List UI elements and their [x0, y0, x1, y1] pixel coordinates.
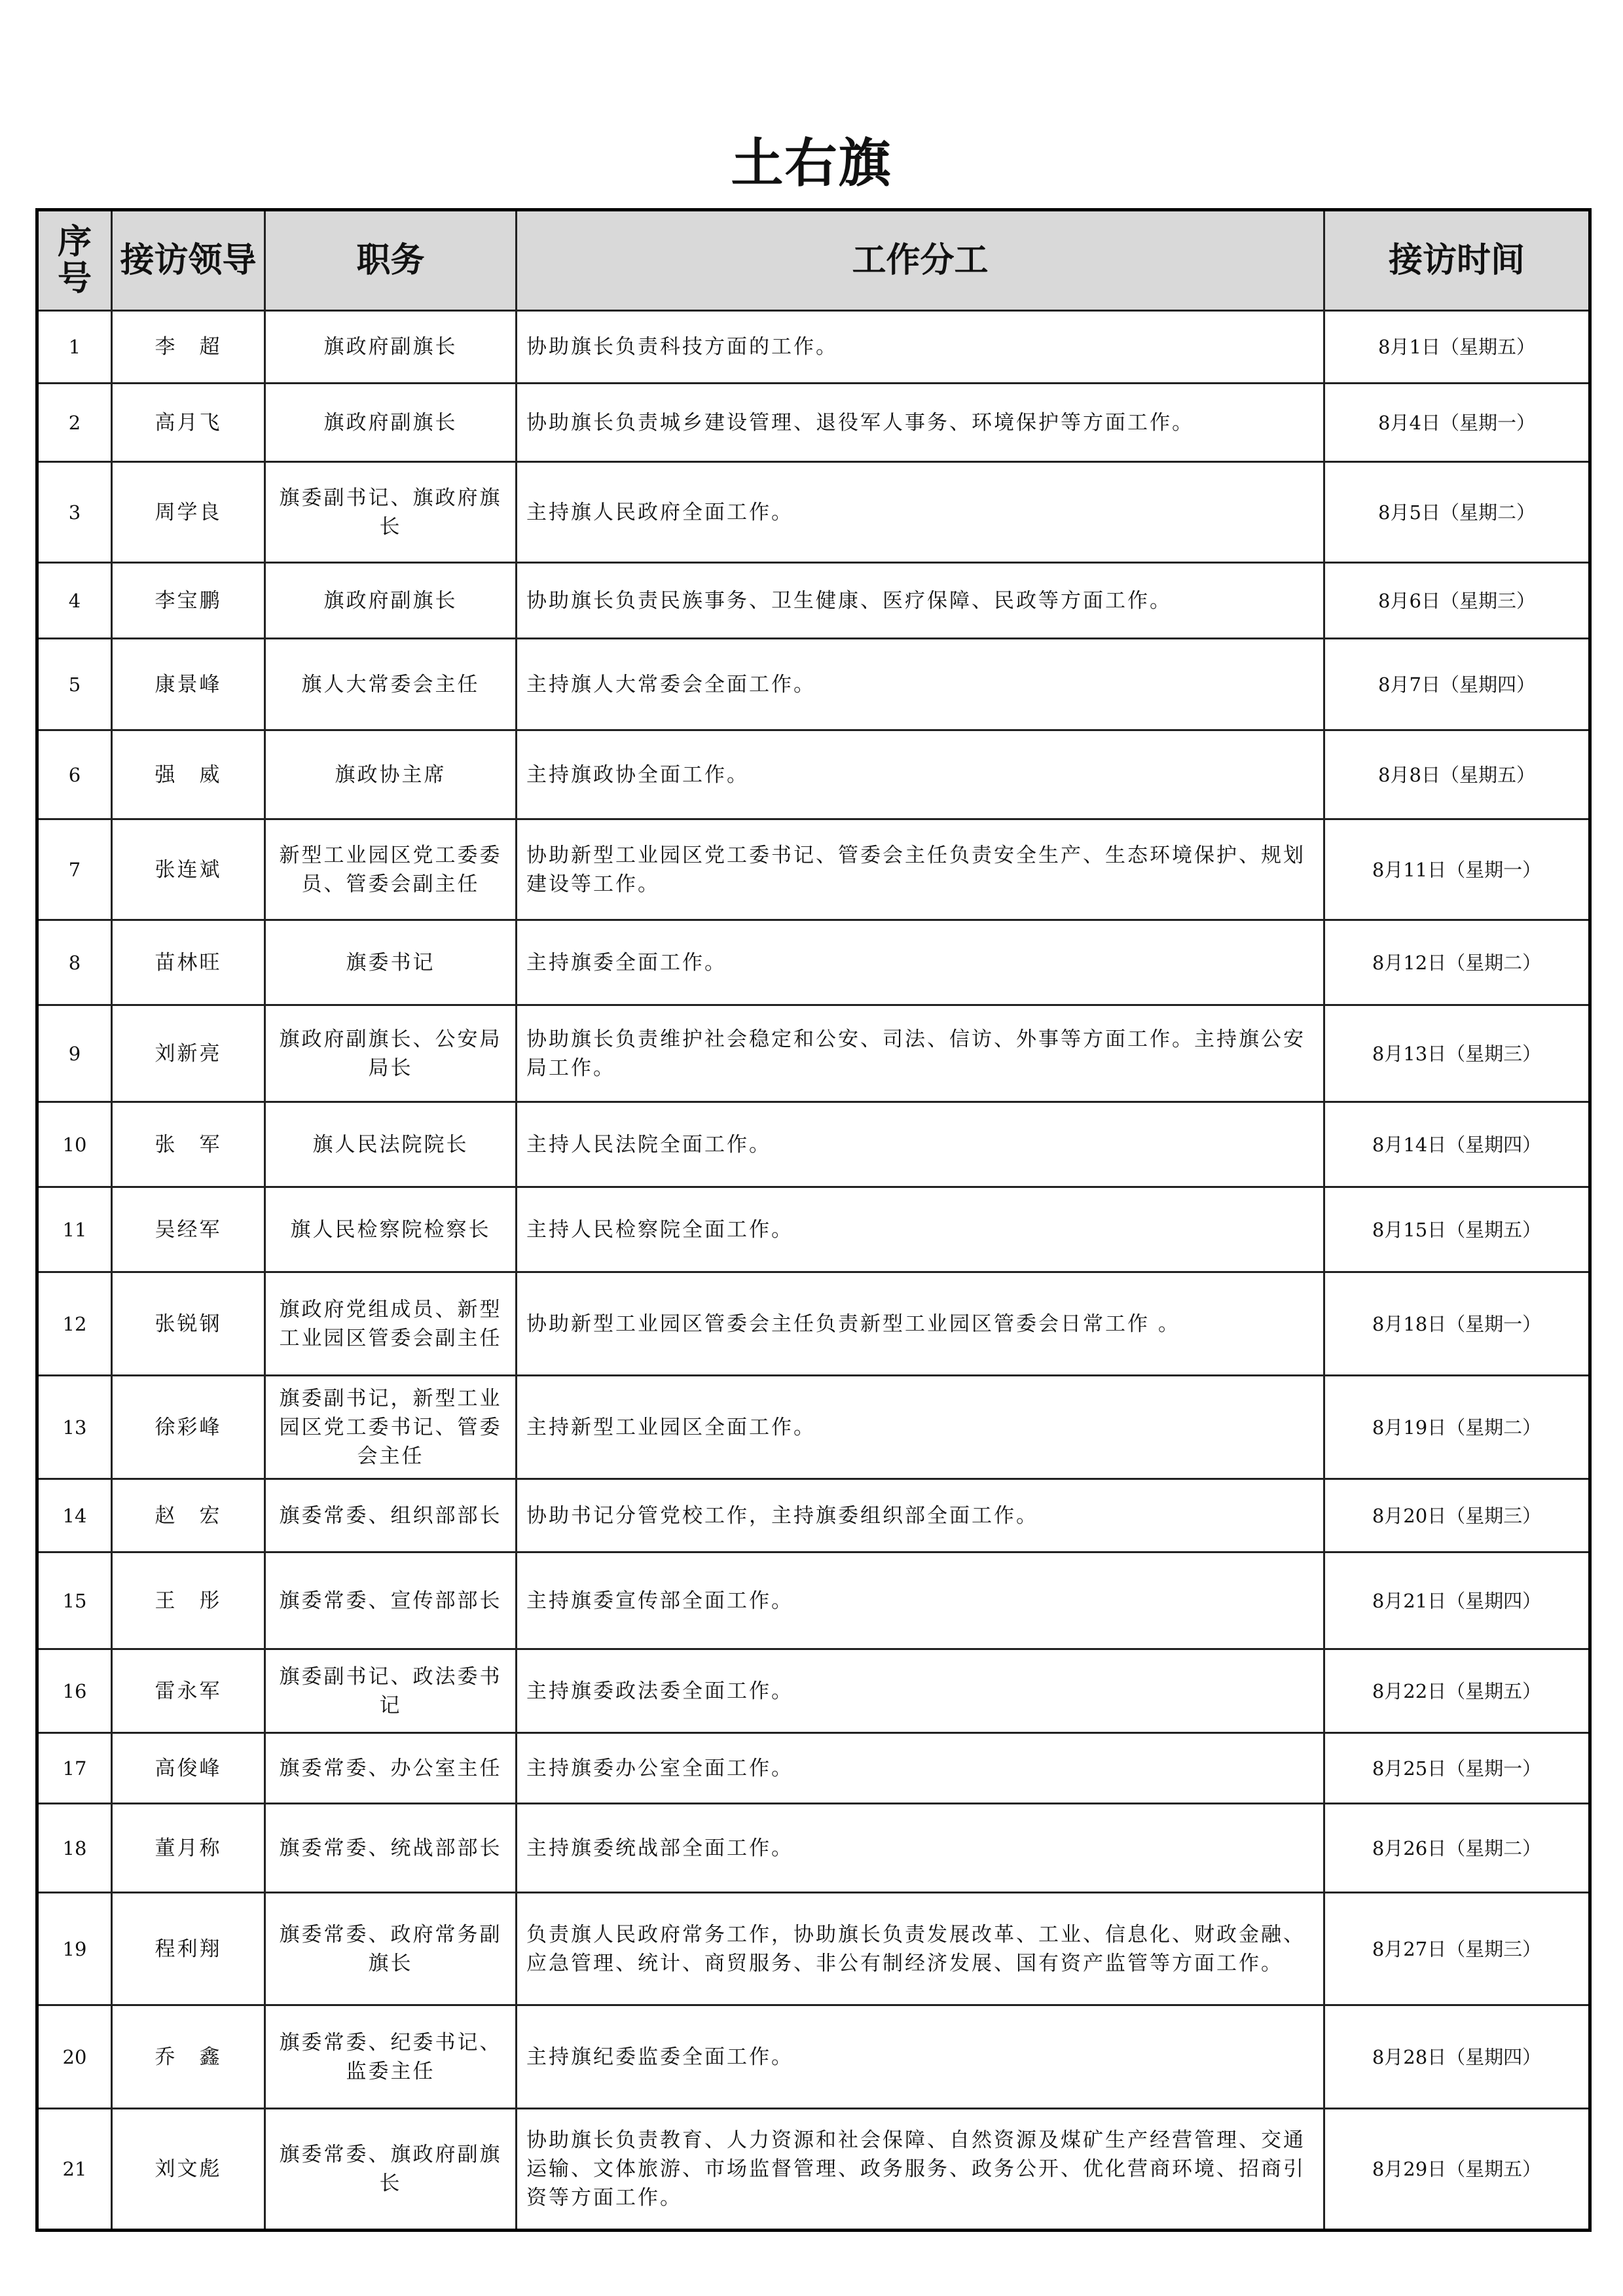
- table-row: [37, 920, 1590, 1005]
- row-duty: 主持旗委统战部全面工作。: [517, 1804, 1324, 1893]
- row-seq: 7: [37, 819, 112, 920]
- row-position: 旗政府副旗长: [265, 311, 517, 384]
- row-position: 旗委常委、宣传部部长: [265, 1552, 517, 1649]
- table-row: [37, 1005, 1590, 1102]
- row-time: 8月7日（星期四）: [1324, 639, 1590, 730]
- row-time: 8月12日（星期二）: [1324, 920, 1590, 1005]
- row-duty: 负责旗人民政府常务工作，协助旗长负责发展改革、工业、信息化、财政金融、应急管理、统计、商贸服务、非公有制经济发展、国有资产监管等方面工作。: [517, 1893, 1324, 2005]
- row-leader: 赵 宏: [112, 1479, 265, 1552]
- row-seq: 18: [37, 1804, 112, 1893]
- page-title: 土右旗: [731, 133, 892, 194]
- row-position: 旗委副书记、政法委书记: [265, 1649, 517, 1733]
- table-row: [37, 1272, 1590, 1376]
- row-leader: 高俊峰: [112, 1733, 265, 1804]
- row-leader: 张 军: [112, 1102, 265, 1187]
- row-leader: 徐彩峰: [112, 1376, 265, 1479]
- row-leader: 高月飞: [112, 384, 265, 462]
- row-position: 旗政府副旗长、公安局局长: [265, 1005, 517, 1102]
- row-leader: 董月称: [112, 1804, 265, 1893]
- row-time: 8月14日（星期四）: [1324, 1102, 1590, 1187]
- row-leader: 张连斌: [112, 819, 265, 920]
- row-seq: 2: [37, 384, 112, 462]
- row-leader: 李宝鹏: [112, 563, 265, 639]
- table-row: [37, 730, 1590, 819]
- row-time: 8月6日（星期三）: [1324, 563, 1590, 639]
- row-leader: 张锐钢: [112, 1272, 265, 1376]
- row-duty: 主持旗人民政府全面工作。: [517, 462, 1324, 563]
- row-position: 旗政府副旗长: [265, 563, 517, 639]
- row-time: 8月21日（星期四）: [1324, 1552, 1590, 1649]
- row-position: 旗政府副旗长: [265, 384, 517, 462]
- row-duty: 协助旗长负责教育、人力资源和社会保障、自然资源及煤矿生产经营管理、交通运输、文体旅游、市场监督管理、政务服务、政务公开、优化营商环境、招商引资等方面工作。: [517, 2109, 1324, 2231]
- table-row: [37, 563, 1590, 639]
- table-row: [37, 311, 1590, 384]
- row-duty: 主持旗委宣传部全面工作。: [517, 1552, 1324, 1649]
- row-duty: 协助旗长负责科技方面的工作。: [517, 311, 1324, 384]
- row-position: 旗人民法院院长: [265, 1102, 517, 1187]
- table-row: [37, 1552, 1590, 1649]
- table-row: [37, 384, 1590, 462]
- row-seq: 10: [37, 1102, 112, 1187]
- row-duty: 协助新型工业园区党工委书记、管委会主任负责安全生产、生态环境保护、规划建设等工作。: [517, 819, 1324, 920]
- row-seq: 11: [37, 1187, 112, 1272]
- row-time: 8月26日（星期二）: [1324, 1804, 1590, 1893]
- header-time: 接访时间: [1324, 210, 1590, 311]
- row-position: 旗委副书记，新型工业园区党工委书记、管委会主任: [265, 1376, 517, 1479]
- row-time: 8月25日（星期一）: [1324, 1733, 1590, 1804]
- row-seq: 3: [37, 462, 112, 563]
- row-duty: 主持人民检察院全面工作。: [517, 1187, 1324, 1272]
- row-position: 旗委常委、政府常务副旗长: [265, 1893, 517, 2005]
- table-row: [37, 2109, 1590, 2231]
- row-time: 8月11日（星期一）: [1324, 819, 1590, 920]
- row-leader: 乔 鑫: [112, 2005, 265, 2109]
- row-seq: 1: [37, 311, 112, 384]
- row-leader: 强 威: [112, 730, 265, 819]
- row-leader: 康景峰: [112, 639, 265, 730]
- row-duty: 主持旗委政法委全面工作。: [517, 1649, 1324, 1733]
- row-duty: 主持旗委全面工作。: [517, 920, 1324, 1005]
- row-position: 旗政协主席: [265, 730, 517, 819]
- row-duty: 协助旗长负责维护社会稳定和公安、司法、信访、外事等方面工作。主持旗公安局工作。: [517, 1005, 1324, 1102]
- table-row: [37, 1804, 1590, 1893]
- row-seq: 5: [37, 639, 112, 730]
- row-position: 旗委常委、纪委书记、监委主任: [265, 2005, 517, 2109]
- row-duty: 主持旗纪委监委全面工作。: [517, 2005, 1324, 2109]
- table-row: [37, 1187, 1590, 1272]
- header-seq: 序 号: [37, 210, 112, 311]
- row-leader: 苗林旺: [112, 920, 265, 1005]
- row-seq: 17: [37, 1733, 112, 1804]
- row-position: 旗人大常委会主任: [265, 639, 517, 730]
- row-seq: 9: [37, 1005, 112, 1102]
- header-position: 职务: [265, 210, 517, 311]
- row-seq: 20: [37, 2005, 112, 2109]
- row-leader: 李 超: [112, 311, 265, 384]
- row-seq: 8: [37, 920, 112, 1005]
- row-leader: 周学良: [112, 462, 265, 563]
- table-row: [37, 2005, 1590, 2109]
- table-row: [37, 1376, 1590, 1479]
- row-position: 旗政府党组成员、新型工业园区管委会副主任: [265, 1272, 517, 1376]
- row-time: 8月8日（星期五）: [1324, 730, 1590, 819]
- row-duty: 协助书记分管党校工作，主持旗委组织部全面工作。: [517, 1479, 1324, 1552]
- row-seq: 14: [37, 1479, 112, 1552]
- row-duty: 主持人民法院全面工作。: [517, 1102, 1324, 1187]
- row-duty: 主持旗人大常委会全面工作。: [517, 639, 1324, 730]
- row-time: 8月13日（星期三）: [1324, 1005, 1590, 1102]
- row-position: 旗委常委、办公室主任: [265, 1733, 517, 1804]
- row-duty: 主持旗政协全面工作。: [517, 730, 1324, 819]
- row-time: 8月29日（星期五）: [1324, 2109, 1590, 2231]
- table-row: [37, 1733, 1590, 1804]
- row-position: 旗委副书记、旗政府旗长: [265, 462, 517, 563]
- row-position: 旗人民检察院检察长: [265, 1187, 517, 1272]
- row-seq: 16: [37, 1649, 112, 1733]
- row-time: 8月4日（星期一）: [1324, 384, 1590, 462]
- row-seq: 4: [37, 563, 112, 639]
- row-seq: 13: [37, 1376, 112, 1479]
- row-duty: 主持新型工业园区全面工作。: [517, 1376, 1324, 1479]
- table-row: [37, 1893, 1590, 2005]
- row-position: 旗委常委、旗政府副旗长: [265, 2109, 517, 2231]
- row-time: 8月20日（星期三）: [1324, 1479, 1590, 1552]
- row-seq: 6: [37, 730, 112, 819]
- table-row: [37, 639, 1590, 730]
- row-seq: 19: [37, 1893, 112, 2005]
- row-time: 8月27日（星期三）: [1324, 1893, 1590, 2005]
- row-leader: 刘新亮: [112, 1005, 265, 1102]
- row-time: 8月5日（星期二）: [1324, 462, 1590, 563]
- header-leader: 接访领导: [112, 210, 265, 311]
- row-time: 8月1日（星期五）: [1324, 311, 1590, 384]
- row-leader: 吴经军: [112, 1187, 265, 1272]
- row-duty: 主持旗委办公室全面工作。: [517, 1733, 1324, 1804]
- row-position: 旗委书记: [265, 920, 517, 1005]
- table-row: [37, 1649, 1590, 1733]
- row-time: 8月28日（星期四）: [1324, 2005, 1590, 2109]
- header-duty: 工作分工: [517, 210, 1324, 311]
- table-row: [37, 462, 1590, 563]
- row-seq: 15: [37, 1552, 112, 1649]
- table-header-row: [37, 210, 1590, 311]
- row-position: 新型工业园区党工委委员、管委会副主任: [265, 819, 517, 920]
- row-time: 8月18日（星期一）: [1324, 1272, 1590, 1376]
- row-leader: 刘文彪: [112, 2109, 265, 2231]
- row-duty: 协助新型工业园区管委会主任负责新型工业园区管委会日常工作 。: [517, 1272, 1324, 1376]
- row-time: 8月22日（星期五）: [1324, 1649, 1590, 1733]
- row-seq: 21: [37, 2109, 112, 2231]
- row-leader: 雷永军: [112, 1649, 265, 1733]
- row-leader: 王 彤: [112, 1552, 265, 1649]
- row-duty: 协助旗长负责城乡建设管理、退役军人事务、环境保护等方面工作。: [517, 384, 1324, 462]
- row-seq: 12: [37, 1272, 112, 1376]
- table-row: [37, 1479, 1590, 1552]
- reception-schedule-table: [35, 208, 1592, 2232]
- row-position: 旗委常委、统战部部长: [265, 1804, 517, 1893]
- row-time: 8月19日（星期二）: [1324, 1376, 1590, 1479]
- row-leader: 程利翔: [112, 1893, 265, 2005]
- table-row: [37, 1102, 1590, 1187]
- table-row: [37, 819, 1590, 920]
- row-position: 旗委常委、组织部部长: [265, 1479, 517, 1552]
- row-duty: 协助旗长负责民族事务、卫生健康、医疗保障、民政等方面工作。: [517, 563, 1324, 639]
- row-time: 8月15日（星期五）: [1324, 1187, 1590, 1272]
